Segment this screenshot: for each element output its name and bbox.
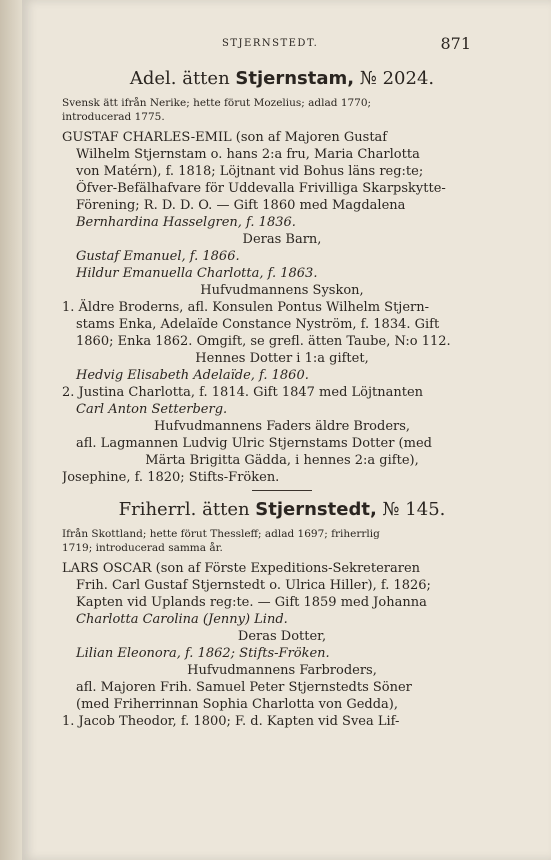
entry-line: Lilian Eleonora, f. 1862; Stifts-Fröken.: [76, 646, 330, 661]
subheading: Deras Dotter,: [237, 629, 327, 644]
subheading: Hufvudmannens Faders äldre Broders,: [153, 419, 411, 434]
family-number: № 145.: [382, 499, 446, 520]
entry-line: Öfver-Befälhafvare för Uddevalla Frivilliga Skarpskytte-: [76, 181, 446, 196]
section-title-stjernstam: [62, 66, 502, 92]
entry-line: Frih. Carl Gustaf Stjernstedt o. Ulrica Hiller), f. 1826;: [76, 578, 431, 593]
entry-line: Charlotta Carolina (Jenny) Lind.: [76, 612, 288, 627]
entry-line: Märta Brigitta Gädda, i hennes 2:a gifte),: [145, 453, 419, 468]
title-prefix: Friherrl. ätten: [118, 499, 250, 520]
subheading: Deras Barn,: [242, 232, 322, 247]
entry-line: von Matérn), f. 1818; Löjtnant vid Bohus läns reg:te;: [76, 164, 424, 179]
entry-line: Wilhelm Stjernstam o. hans 2:a fru, Maria Charlotta: [76, 147, 420, 162]
page-number: 871: [440, 34, 471, 53]
entry-line: Bernhardina Hasselgren, f. 1836.: [76, 215, 296, 230]
family-name: Stjernstedt,: [255, 499, 377, 520]
page-text: [62, 62, 502, 730]
intro-line: 1719; introducerad samma år.: [62, 542, 223, 554]
family-number: № 2024.: [359, 68, 435, 89]
entry-line: stams Enka, Adelaïde Constance Nyström, f. 1834. Gift: [76, 317, 440, 332]
entry-line: Hildur Emanuella Charlotta, f. 1863.: [76, 266, 318, 281]
intro-line: Ifrån Skottland; hette förut Thessleff; adlad 1697; friherrlig: [62, 528, 380, 540]
subheading: Hufvudmannens Syskon,: [200, 283, 364, 298]
entry-line: Gustaf Emanuel, f. 1866.: [76, 249, 240, 264]
entry-line: GUSTAF CHARLES-EMIL (son af Majoren Gustaf: [62, 130, 388, 145]
title-prefix: Adel. ätten: [129, 68, 230, 89]
entry-line: Förening; R. D. D. O. — Gift 1860 med Magdalena: [76, 198, 406, 213]
entry-line: Hedvig Elisabeth Adelaïde, f. 1860.: [76, 368, 309, 383]
section-divider: [252, 490, 312, 491]
entry-line: 2. Justina Charlotta, f. 1814. Gift 1847 med Löjtnanten: [62, 385, 424, 400]
book-page: [22, 0, 551, 860]
entry-line: afl. Lagmannen Ludvig Ulric Stjernstams Dotter (med: [76, 436, 432, 451]
family-name: Stjernstam,: [235, 68, 355, 89]
entry-line: (med Friherrinnan Sophia Charlotta von Gedda),: [76, 697, 399, 712]
entry-line: afl. Majoren Frih. Samuel Peter Stjernstedts Söner: [76, 680, 412, 695]
entry-line: Kapten vid Uplands reg:te. — Gift 1859 med Johanna: [76, 595, 427, 610]
intro-line: introducerad 1775.: [62, 111, 165, 123]
page-header: [22, 36, 551, 56]
book-spine-shadow: [0, 0, 22, 860]
entry-line: 1. Jacob Theodor, f. 1800; F. d. Kapten vid Svea Lif-: [62, 714, 400, 729]
entry-line: LARS OSCAR (son af Förste Expeditions-Sekreteraren: [62, 561, 421, 576]
entry-line: 1. Äldre Broderns, afl. Konsulen Pontus Wilhelm Stjern-: [62, 300, 430, 315]
running-head: STJERNSTEDT.: [222, 38, 319, 49]
intro-line: Svensk ätt ifrån Nerike; hette förut Mozelius; adlad 1770;: [62, 97, 372, 109]
entry-line: Josephine, f. 1820; Stifts-Fröken.: [62, 470, 280, 485]
entry-line: Carl Anton Setterberg.: [76, 402, 228, 417]
subheading: Hennes Dotter i 1:a giftet,: [195, 351, 369, 366]
entry-line: 1860; Enka 1862. Omgift, se grefl. ätten Taube, N:o 112.: [76, 334, 451, 349]
section-title-stjernstedt: [62, 497, 502, 523]
subheading: Hufvudmannens Farbroders,: [187, 663, 377, 678]
